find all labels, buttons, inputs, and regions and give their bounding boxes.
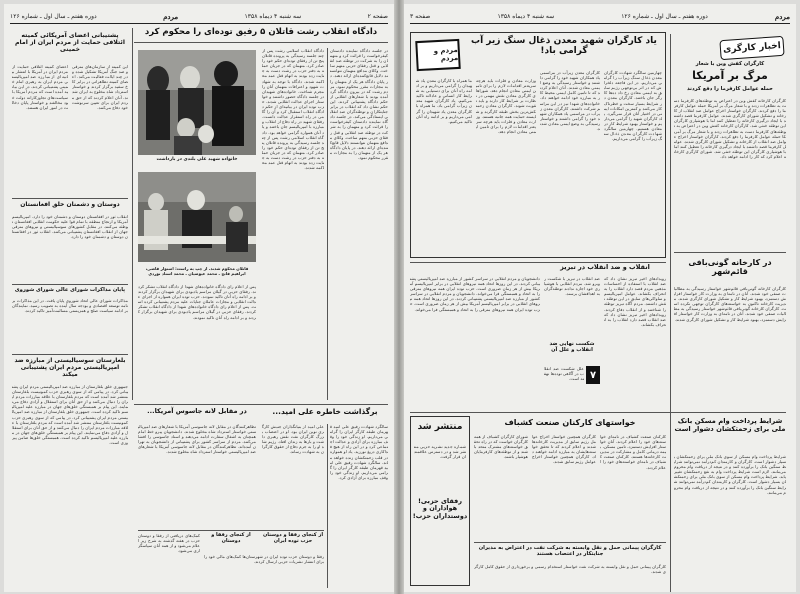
sidebar-text-5: جمهوری خلق بلغارستان از مبارزه ضد امپریالیستی مردم ایران پشتیبانی کرد. در پیامی که از سوی رهبری حزب کمونیست بلغارستان منتشر شد آمده است که مردم بلغارستان با علاقه مبارزات مردم ایران را دنبال می‌کنند و از حق آنان برای استقلال و آزادی دفاع می‌نمایند. این پیام بر همبستگی خلق‌های جهان در مبارزه علیه امپریالیسم تاکید کرده است. جمهوری خلق بلغارستان از مبارزه ضد امپریالیستی مردم ایران پشتیبانی کرد. در پیامی که از سوی رهبری حزب کمونیست بلغارستان منتشر شد آمده است که مردم بلغارستان با علاقه مبارزات مردم ایران را دنبال می‌کنند و از حق آنان برای استقلال و آزادی دفاع می‌نمایند. این پیام بر همبستگی خلق‌های جهان در مبارزه علیه امپریالیسم تاکید کرده است. همبستگی خلق‌ها ضامن پیروزی است. bbox=[12, 384, 128, 446]
worker-news-kicker: کارگران کفش وین با شعار bbox=[695, 61, 765, 67]
worker-news-logo: اخبار کارگری bbox=[719, 36, 784, 60]
bottom-small-headline-1: از کنجای رفقا و دوستان حزب توده ایران bbox=[262, 532, 324, 544]
main-col-1: چهارمین سالگرد شهادت کارگران معدن ذغال سنگ زیرآب را گرامی می‌داریم. در این فاجعه دلخراش که در اثر بی‌توجهی رژیم سابق به ایمنی معادن رخ داد ده‌ها کارگر جان باختند. کارگران معدن در شرایط بسیار سخت و خطرناک کار می‌کنند و کمترین امکانات ایمنی در اختیار آنان قرار نمی‌گیرد. یاد کارگران شهید را گرامی می‌داریم و خواستار بهبود شرایط کار در معادن هستیم. چهارمین سالگرد شهادت کارگران معدن ذغال سنگ زیرآب را گرامی می‌داریم. bbox=[604, 70, 662, 142]
right-page bbox=[404, 4, 796, 592]
right-masthead-issue: دوره هفتم ـ سال اول ـ شماره ۱۲۶ bbox=[621, 13, 708, 20]
sidebar-text-2: این کمیته از سازمان‌های مترقی و ضد جنگ آمریکا تشکیل شده و در چند ایالت فعالیت می‌کند. اعضای کمیته تظاهراتی در برابر کاخ سفید برگزار کردند و خواستار استرداد شاه مخلوع به ایران شدند. آنان اعلام کردند که از حق مردم ایران برای تعیین سرنوشت خود دفاع می‌کنند. bbox=[72, 64, 128, 110]
bottom-small-headline-2: از کنجای رفقا و دوستان bbox=[211, 532, 251, 544]
sidebar-text-3: انقلاب ثور در افغانستان دوستان و دشمنان خود را دارد. امپریالیسم آمریکا و ارتجاع منطقه با تمام قوا علیه حکومت انقلابی افغانستان توطئه می‌کنند. در مقابل کشورهای سوسیالیستی و نیروهای مترقی جهان از انقلاب افغانستان پشتیبانی می‌کنند. انقلاب ثور در افغانستان دوستان و دشمنان خود را دارد. bbox=[12, 214, 128, 240]
main-col-4: ما همراه با کارگران معدن یاد شهیدان را گرامی می‌داریم و بر ادامه راه آنان برای دستیابی به شرایط کار انسانی و عادلانه تاکید می‌کنیم. یاد کارگران شهید معدن زیرآب گرامی باد. ما همراه با کارگران معدن یاد شهیدان را گرامی می‌داریم و بر ادامه راه آنان تاکید می‌کنیم. bbox=[416, 78, 472, 124]
divider bbox=[12, 354, 128, 355]
left-masthead-title: مردم bbox=[163, 12, 179, 21]
kashbaf-col-3: شورای کارگران کشباف از همه کارگران خواست که در راه تحقق خواسته‌های مشترک متحد باشند و از توطئه‌های کارفرمایان هوشیار باشند. bbox=[474, 434, 528, 460]
tabriz-col-1: رویدادهای اخیر تبریز نشان داد که ضد انقلاب با استفاده از احساسات مذهبی مردم قصد دارد انقلاب را به انحراف بکشاند. عوامل امپریالیسم و ساواکی‌های سابق در این توطئه نقش داشتند. مردم آگاه تبریز توطئه را شناختند و از انقلاب دفاع کردند. رویدادهای اخیر تبریز نشان داد که ضد انقلاب قصد دارد انقلاب را به انحراف بکشاند. bbox=[604, 276, 666, 327]
divider bbox=[327, 424, 328, 588]
bottom-text-1: سالگرد شهادت رفیق علی امید قهرمان طبقه کارگر ایران را گرامی می‌داریم. او زندگی خود را وقف مبارزه برای آزادی و عدالت اجتماعی کرد و در این راه از هیچ فداکاری دریغ نورزید. یاد او همواره در قلب زحمتکشان زنده خواهد ماند. سالگرد شهادت رفیق علی امید قهرمان طبقه کارگر ایران را گرامی می‌داریم. او زندگی خود را وقف مبارزه برای آزادی کرد. bbox=[330, 424, 388, 480]
divider bbox=[12, 284, 128, 285]
kashbaf-col-2: کارگران همچنین خواستار اخراج عوامل رژیم سابق از مدیریت کارخانه‌ها شدند و اعلام کردند که تا تحقق خواسته‌هایشان به مبارزه ادامه خواهند داد. کارگران همچنین خواستار اخراج عوامل رژیم سابق شدند. bbox=[532, 434, 596, 465]
divider bbox=[670, 34, 671, 414]
left-page-number: صفحه ۲ bbox=[367, 13, 388, 20]
left-page bbox=[4, 4, 394, 592]
right-main-headline: یاد کارگران شهید معدن ذغال سنگ زیر آب گرامی باد! bbox=[471, 36, 657, 57]
bottom-text-5: کمک‌های دریافتی از رفقا و دوستان حزب در هفته گذشته به شرح زیر اعلام می‌شود و از همه آنان سپاسگزاری می‌شود. bbox=[138, 533, 200, 554]
divider bbox=[134, 42, 388, 43]
right-masthead bbox=[410, 10, 790, 24]
bottom-text-4: رفقا و دوستان حزب توده ایران در شهرستان‌ها کمک‌های مالی خود را برای انتشار نشریات حزبی ارسال کردند. bbox=[204, 554, 324, 565]
sidebar-headline-1: پشتیبانی اعضای آمریکائی کمیته ائتلافی حمایت از مردم ایران از امام خمینی bbox=[15, 32, 125, 54]
sidebar-headline-2: دوستان و دشمنان خلق افغانستان bbox=[20, 201, 120, 208]
worker-news-sub: حمله عوامل کارفرما را دفع کردند bbox=[687, 86, 773, 92]
worker-news-text: کارگران کارخانه کفش وین در اعتراض به توطئه‌های کارفرما دست به تظاهرات زدند و با شعار مرگ بر آمریکا حمله عوامل کارفرما را دفع کردند. کارگران خواستار اخراج عوامل ضد انقلاب از کارخانه و تشکیل شورای کارگری شدند. عوامل کارفرما قصد داشتند با ایجاد درگیری کارخانه را تعطیل کنند اما با هوشیاری کارگران این توطئه خنثی شد. کارگران کارخانه کفش وین در اعتراض به توطئه‌های کارفرما دست به تظاهرات زدند و با شعار مرگ بر آمریکا حمله عوامل کارفرما را دفع کردند. کارگران خواستار اخراج عوامل ضد انقلاب از کارخانه و تشکیل شورای کارگری شدند. عوامل کارفرما قصد داشتند با ایجاد درگیری کارخانه را تعطیل کنند اما با هوشیاری کارگران این توطئه خنثی شد. شورای کارگری کارخانه اعلام کرد که کار را ادامه خواهد داد. bbox=[674, 98, 786, 160]
published-text: شماره جدید نشریه حزبی منتشر شد و در دسترس علاقمندان قرار گرفت. bbox=[414, 444, 466, 460]
divider bbox=[134, 404, 388, 405]
left-masthead-date: سه شنبه ۴ دیماه ۱۳۵۸ bbox=[244, 13, 302, 20]
bottom-text-3: تظاهرکنندگان در مقابل لانه جاسوسی آمریکا با شعارهای ضد امپریالیستی خواستار استرداد شاه مخلوع شدند. دانشجویان پیرو خط امام همچنان به اشغال سفارت ادامه می‌دهند و اسناد جاسوسی را افشا می‌کنند. مردم از سراسر کشور برای پشتیبانی از دانشجویان به تهران آمده‌اند. تظاهرکنندگان در مقابل لانه جاسوسی آمریکا با شعارهای ضد امپریالیستی خواستار استرداد شاه مخلوع شدند. bbox=[138, 424, 256, 455]
right-page-number: صفحه ۳ bbox=[410, 13, 431, 20]
left-masthead bbox=[10, 10, 388, 24]
photo2-caption: قاتلان محکوم شدند. از چپ به راست: استوار قاضی، ابراهیم فاتح ـ محمد عیوضیان ـ محمد استاد توردی bbox=[145, 266, 249, 276]
tabriz-col-3: علل شکست ضد انقلاب در آگاهی توده‌ها نهفته است. bbox=[544, 366, 584, 382]
bottom-note-text: کارگران پیمانی حمل و نقل وابسته به شرکت نفت خواستار استخدام رسمی و برخورداری از حقوق کامل کارگری شدند. bbox=[474, 564, 666, 575]
bottom-text-2: علی امید از بنیانگذاران جنبش کارگری نوین ایران بود. او در اعتصاب بزرگ کارگران نفت نقش رهبری داشت و بارها به زندان افتاد. رژیم شاه او را به جرم دفاع از حقوق کارگران به شهادت رساند. bbox=[262, 424, 324, 455]
left-main-headline: دادگاه انقلاب رشت قاتلان ۵ رفیق توده‌ای را محکوم کرد bbox=[144, 27, 378, 37]
kashbaf-headline: خواستهای کارکنان صنعت کشباف bbox=[504, 418, 636, 427]
bottom-headline-2: در مقابل لانه جاسوس آمریکا... bbox=[147, 407, 247, 415]
divider bbox=[327, 48, 328, 400]
right-left-col: دانشجویان و مردم انقلابی در سراسر کشور از مبارزه ضد امپریالیستی پشتیبانی کردند. در این روزها اتحاد همه نیروهای انقلابی در برابر امپریالیسم آمریکا بیش از هر زمان ضروری است. حزب توده ایران همه نیروهای مترقی را به اتحاد و همبستگی فرا می‌خواند. دانشجویان و مردم انقلابی در سراسر کشور از مبارزه ضد امپریالیستی پشتیبانی کردند. در این روزها اتحاد همه نیروهای انقلابی در برابر امپریالیسم آمریکا بیش از هر زمان ضروری است. حزب توده ایران همه نیروهای مترقی را به اتحاد و همبستگی فرا می‌خواند. bbox=[410, 276, 540, 312]
divider bbox=[12, 198, 128, 199]
photo-family bbox=[138, 50, 256, 155]
tabriz-col-2: ضد انقلاب در تبریز با شکست روبرو شد. مردم انقلابی با هوشیاری خود اجازه ندادند توطئه‌گران به اهدافشان برسند. bbox=[544, 276, 600, 297]
left-article-col-1: دادگاه انقلاب اسلامی رشت پس از چند جلسه رسیدگی به پرونده قاتلان پنج تن از رفقای توده‌ای حکم خود را صادر کرد. متهمان که در جریان حمله به دفتر حزب در رشت دست به جنایت زده بودند به اتهام قتل عمد محاکمه شدند. دادگاه با توجه به شهادت شهود و اعترافات متهمان آنان را مجرم شناخت. خانواده‌های شهیدان در جلسه دادگاه حضور داشتند و خواستار اجرای عدالت انقلابی شدند. حزب توده ایران در بیانیه‌ای از حکم دادگاه انقلاب استقبال کرد و آن را گامی در راه استقرار عدالت دانست. رفقای شهید در راه دفاع از انقلاب و مبارزه با امپریالیسم جان باختند و یاد آنان همواره گرامی خواهد بود. دادگاه انقلاب اسلامی رشت پس از چند جلسه رسیدگی به پرونده قاتلان پنج تن از رفقای توده‌ای حکم خود را صادر کرد. متهمان که در جریان حمله به دفتر حزب در رشت دست به جنایت زده بودند به اتهام قتل عمد محاکمه شدند. bbox=[262, 48, 324, 171]
left-article-col-3: پس از اعلام رای دادگاه خانواده‌های شهدا از دادگاه انقلاب تشکر کردند. رفقای حزبی در گیلان مراسم یادبودی برای شهیدان برگزار کردند و بر ادامه راه آنان تاکید نمودند. حزب توده ایران همواره از اجرای عدالت انقلابی و مجازات عاملان جنایات علیه مردم پشتیبانی کرده است. پس از اعلام رای دادگاه خانواده‌های شهدا از دادگاه انقلاب تشکر کردند. رفقای حزبی در گیلان مراسم یادبودی برای شهیدان برگزار کردند و بر ادامه راه آنان تاکید نمودند. bbox=[138, 284, 256, 320]
gunny-headline: در کارخانه گونی‌بافی قائم‌شهر bbox=[688, 258, 772, 277]
loan-headline: شرایط پرداخت وام مسکن بانک ملی برای زحمتکشان دشوار است bbox=[674, 417, 786, 433]
divider bbox=[474, 542, 666, 543]
divider bbox=[410, 412, 786, 413]
left-article-col-2: در جلسه دادگاه نماینده دادستان کیفرخواست را قرائت کرد و متهمان را به شرکت در توطئه ضد انقلابی و قتل رفقای حزبی متهم ساخت. وکلای مدافع متهمان نتوانستند دلایل قانع‌کننده‌ای ارائه دهند. در پایان دادگاه هر یک از متهمان را به مجازات مقرر محکوم نمود. مردم رشت که در بیرون دادگاه گرد آمده بودند با شعارهای انقلابی از حکم دادگاه پشتیبانی کردند. این حکم نشان داد که انقلاب در برابر جنایتکاران و توطئه‌گران ضد انقلابی ایستادگی می‌کند. در جلسه دادگاه نماینده دادستان کیفرخواست را قرائت کرد و متهمان را به شرکت در توطئه ضد انقلابی و قتل رفقای حزبی متهم ساخت. وکلای مدافع متهمان نتوانستند دلایل قانع‌کننده‌ای ارائه دهند. در پایان دادگاه هر یک از متهمان را به مجازات مقرر محکوم نمود. bbox=[330, 48, 388, 160]
photo1-caption: خانواده شهید علی بلندی در بازداشت bbox=[156, 157, 238, 162]
sidebar-headline-3: پایان مذاکرات شورای عالی شورای شوروی bbox=[14, 287, 126, 293]
bottom-headline-1: برگذاشت خاطره علی امید... bbox=[272, 407, 378, 416]
left-masthead-issue: دوره هفتم ـ سال اول ـ شماره ۱۲۶ bbox=[10, 13, 97, 20]
right-masthead-title: مردم bbox=[774, 12, 790, 21]
divider bbox=[410, 262, 666, 263]
main-col-2: کارگران معدن زیرآب در مراسمی یاد همکاران شهید خود را گرامی داشتند و خواستار رسیدگی به وضع ایمنی معادن شدند. آنان اعلام کردند که تا تامین کامل ایمنی محیط کار به مبارزه خود ادامه خواهند داد. خانواده‌های شهدا نیز در این مراسم شرکت داشتند. کارگران معدن زیرآب در مراسمی یاد همکاران شهید خود را گرامی داشتند و خواستار رسیدگی به وضع ایمنی معادن شدند. bbox=[540, 70, 600, 132]
divider bbox=[674, 252, 786, 253]
sidebar-headline-4: بلغارستان سوسیالیستی از مبارزه ضد امپریالیستی مردم ایران پشتیبانی میکند bbox=[14, 357, 126, 378]
loan-text: شرایط پرداخت وام مسکن از سوی بانک ملی برای زحمتکشان بسیار دشوار است. کارگران و کارمندان کم‌درآمد نمی‌توانند شرایط سنگین بانک را برآورده کنند و در نتیجه از دریافت وام محروم می‌مانند. لازم است شرایط پرداخت وام به نفع زحمتکشان تغییر یابد. شرایط پرداخت وام مسکن از سوی بانک ملی برای زحمتکشان بسیار دشوار است. کارگران و کارمندان کم‌درآمد نمی‌توانند شرایط سنگین بانک را برآورده کنند و در نتیجه از دریافت وام محروم می‌مانند. bbox=[674, 454, 786, 495]
gunny-text: کارگران کارخانه گونی‌بافی قائم‌شهر خواستار رسیدگی به مطالبات صنفی خود شدند. آنان در نامه‌ای به وزارت کار خواستار افزایش دستمزد، بهبود شرایط کار و تشکیل شورای کارگری شدند. مدیریت کارخانه تاکنون به خواسته‌های کارگران توجهی نکرده است. کارگران کارخانه گونی‌بافی قائم‌شهر خواستار رسیدگی به مطالبات صنفی خود شدند. آنان در نامه‌ای به وزارت کار خواستار افزایش دستمزد، بهبود شرایط کار و تشکیل شورای کارگری شدند. bbox=[674, 286, 786, 322]
number-badge: ۷ bbox=[586, 366, 600, 384]
bottom-note: کارگران پیمانی حمل و نقل وابسته به شرکت نفت در اعتراض به مدیران جنایتکار در اعتصاب هستند bbox=[478, 545, 662, 557]
photo-court bbox=[138, 172, 256, 262]
photo-court-image bbox=[138, 172, 256, 262]
page-gutter bbox=[394, 0, 404, 594]
tabriz-sub: شکست نهایی ضد انقلاب و علل آن bbox=[549, 341, 595, 353]
divider bbox=[138, 530, 324, 531]
published-sub: رفقای حزبی! هواداران و دوستداران حزب! bbox=[412, 497, 468, 520]
right-masthead-date: سه شنبه ۴ دیماه ۱۳۵۸ bbox=[497, 13, 555, 20]
worker-news-headline: مرگ بر آمریکا bbox=[692, 69, 768, 82]
tag-label: مردم و مردم bbox=[415, 39, 461, 71]
tabriz-headline: انقلاب و ضد انقلاب در تبریز bbox=[560, 263, 650, 271]
kashbaf-col-1: کارکنان صنعت کشباف در نامه‌ای خواسته‌های خود را اعلام کردند. آنان خواستار افزایش دستمزد، تامین مسکن، بیمه درمانی کامل و مشارکت در مدیریت کارخانه‌ها هستند. کارکنان صنعت کشباف در نامه‌ای خواسته‌های خود را اعلام کردند. bbox=[600, 434, 666, 470]
sidebar-text-1: اعضای کمیته ائتلافی حمایت از مردم ایران در آمریکا با انتشار بیانیه‌ای از مبارزه ضد امپریالیستی مردم ایران به رهبری امام خمینی پشتیبانی کردند. در این بیانیه آمده است که مردم آمریکا با سیاست‌های تجاوزکارانه دولت خود مخالفند و خواستار پایان دخالت در امور ایران هستند. bbox=[12, 64, 68, 110]
photo-family-image bbox=[138, 50, 256, 155]
divider bbox=[132, 28, 133, 400]
sidebar-text-4: مذاکرات شورای عالی اتحاد شوروی پایان یافت. در این مذاکرات برنامه توسعه اقتصادی و بودجه سال آینده به تصویب رسید. نمایندگان بر ادامه سیاست صلح و همزیستی مسالمت‌آمیز تاکید کردند. bbox=[12, 298, 128, 314]
published-label: منتشر شد bbox=[417, 422, 463, 432]
main-col-3: وزارت معادن و فلزات باید هرچه سریعتر اقدامات لازم را برای تامین ایمنی معادن انجام دهد. شوراهای کارگری معادن نقش مهمی در نظارت بر شرایط کار دارند و باید تقویت شوند. کارگران معادن زحمتکش‌ترین بخش طبقه کارگرند و شایسته حمایت همه جانبه هستند. وزارت معادن و فلزات باید هرچه سریعتر اقدامات لازم را برای تامین ایمنی معادن انجام دهد. bbox=[476, 78, 536, 134]
divider bbox=[670, 414, 671, 592]
